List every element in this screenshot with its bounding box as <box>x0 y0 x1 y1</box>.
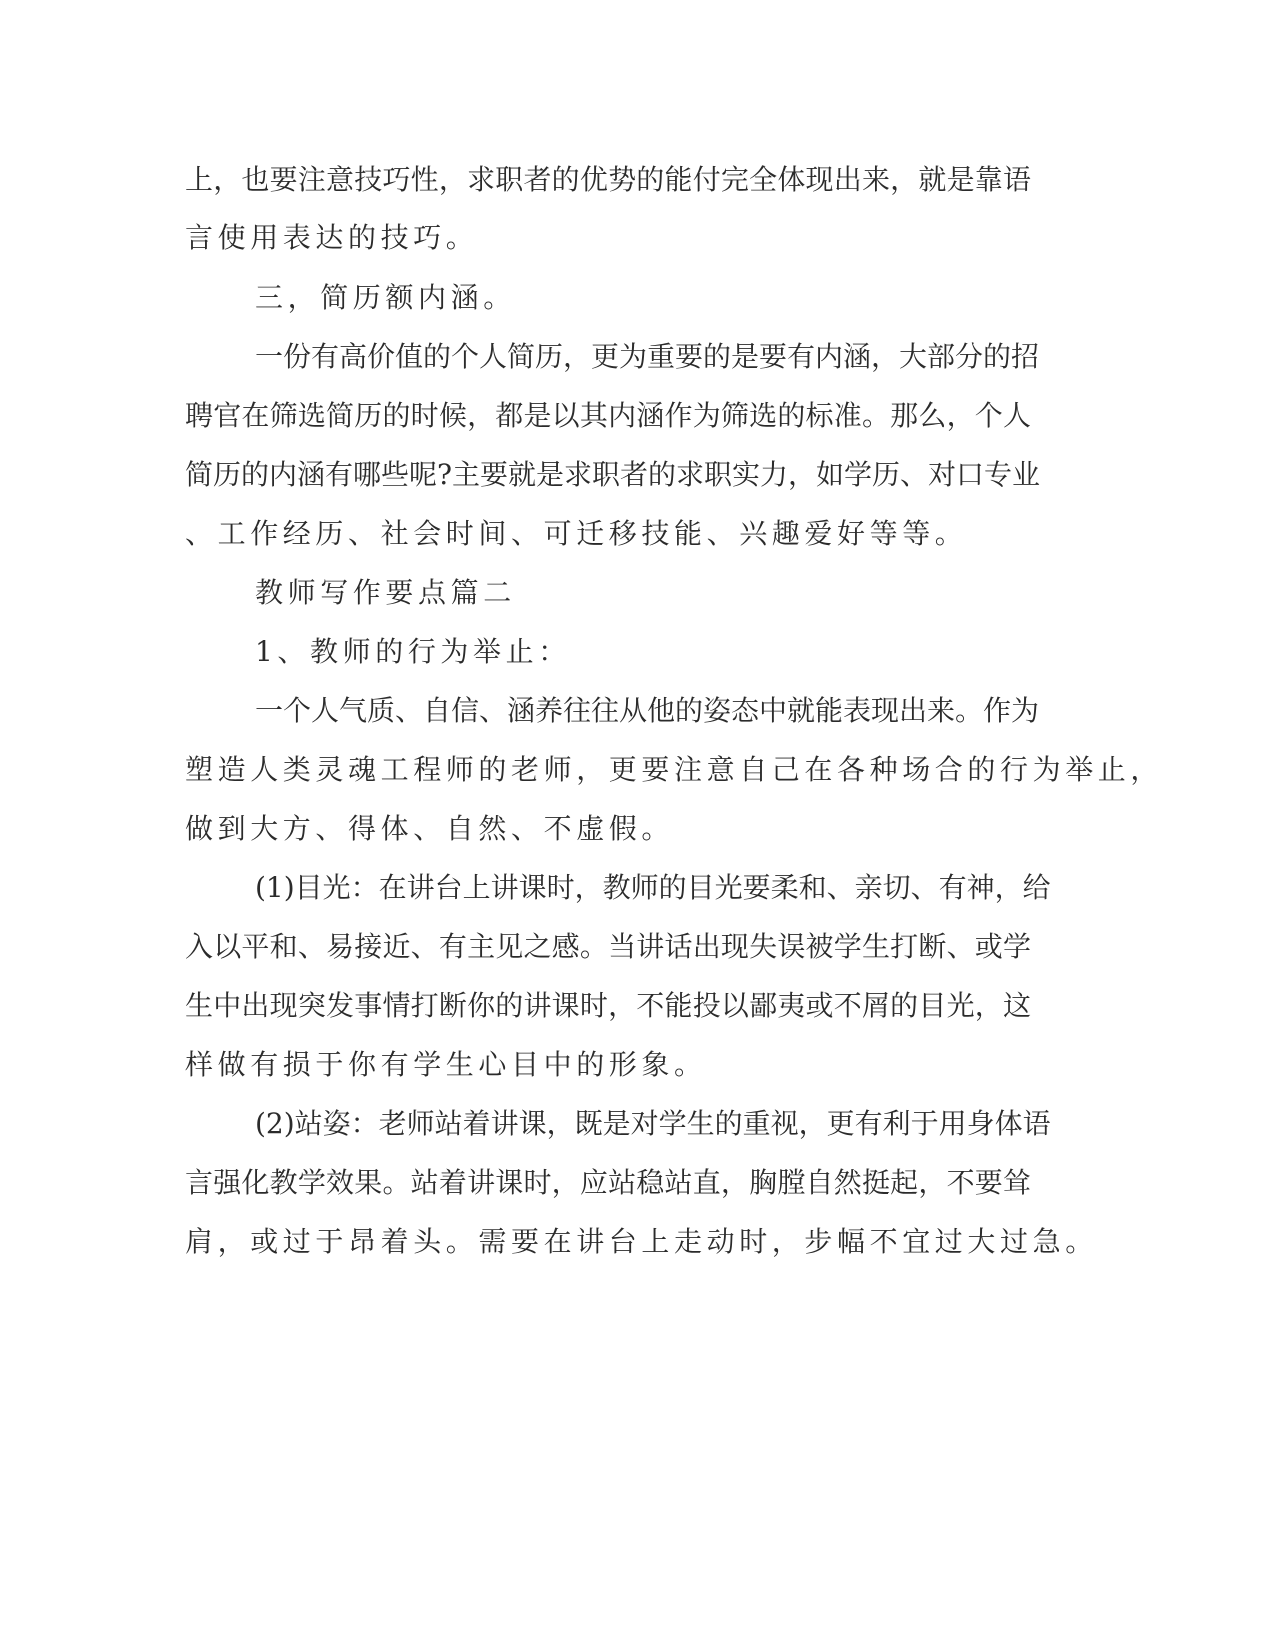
body-text-line: 生中出现突发事情打断你的讲课时，不能投以鄙夷或不屑的目光，这 <box>185 989 1031 1022</box>
body-text-line: 聘官在筛选简历的时候，都是以其内涵作为筛选的标准。那么，个人 <box>185 399 1031 432</box>
body-text-line: 言使用表达的技巧。 <box>185 221 479 254</box>
subsection-heading: 1、教师的行为举止： <box>255 635 571 668</box>
body-text-line: 入以平和、易接近、有主见之感。当讲话出现失误被学生打断、或学 <box>185 930 1031 963</box>
section-heading: 教师写作要点篇二 <box>255 576 516 609</box>
body-text-line: 塑造人类灵魂工程师的老师，更要注意自己在各种场合的行为举止， <box>185 753 1164 786</box>
body-text-line: (2)站姿：老师站着讲课，既是对学生的重视，更有利于用身体语 <box>255 1107 1051 1140</box>
body-text-line: 样做有损于你有学生心目中的形象。 <box>185 1048 707 1081</box>
body-text-line: 、工作经历、社会时间、可迁移技能、兴趣爱好等等。 <box>185 517 968 550</box>
body-text-line: 言强化教学效果。站着讲课时，应站稳站直，胸膛自然挺起，不要耸 <box>185 1166 1031 1199</box>
body-text-line: 上，也要注意技巧性，求职者的优势的能付完全体现出来，就是靠语 <box>185 163 1031 196</box>
body-text-line: 一个人气质、自信、涵养往往从他的姿态中就能表现出来。作为 <box>255 694 1040 727</box>
body-text-line: (1)目光：在讲台上讲课时，教师的目光要柔和、亲切、有神，给 <box>255 871 1051 904</box>
body-text-line: 肩，或过于昂着头。需要在讲台上走动时，步幅不宜过大过急。 <box>185 1225 1098 1258</box>
body-text-line: 做到大方、得体、自然、不虚假。 <box>185 812 675 845</box>
section-heading: 三，简历额内涵。 <box>255 281 516 314</box>
body-text-line: 一份有高价值的个人简历，更为重要的是要有内涵，大部分的招 <box>255 340 1040 373</box>
body-text-line: 简历的内涵有哪些呢?主要就是求职者的求职实力，如学历、对口专业 <box>185 458 1041 491</box>
